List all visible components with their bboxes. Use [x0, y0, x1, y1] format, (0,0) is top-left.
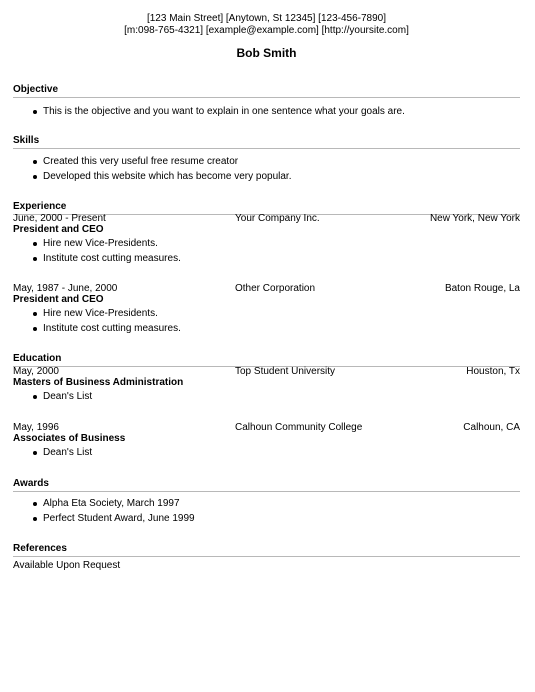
references-section [13, 543, 520, 572]
list-item: Developed this website which has become very popular. [13, 170, 520, 185]
objective-title: Objective [13, 84, 520, 98]
education-section [13, 353, 520, 367]
experience-entry [13, 213, 520, 266]
list-item: Created this very useful free resume creator [13, 155, 520, 170]
company-name: Other Corporation [235, 283, 316, 294]
job-role: President and CEO [13, 294, 104, 305]
list-item: Institute cost cutting measures. [13, 322, 520, 337]
experience-title: Experience [13, 201, 520, 215]
job-dates: June, 2000 - Present [13, 213, 106, 224]
candidate-name: Bob Smith [236, 46, 297, 60]
job-role: President and CEO [13, 224, 104, 235]
list-item: Perfect Student Award, June 1999 [13, 512, 520, 527]
school-name: Top Student University [235, 366, 336, 377]
list-item: Hire new Vice-Presidents. [13, 307, 520, 322]
list-item: Dean's List [13, 390, 520, 405]
contact-info [13, 13, 520, 37]
bullet-icon [33, 257, 37, 261]
graduation-date: May, 2000 [13, 366, 59, 377]
bullet-icon [33, 160, 37, 164]
company-name: Your Company Inc. [235, 213, 320, 224]
experience-entry [13, 283, 520, 336]
school-location: Calhoun, CA [463, 422, 520, 433]
education-entry [13, 366, 520, 405]
awards-section [13, 478, 520, 526]
education-entry [13, 422, 520, 461]
skills-title: Skills [13, 135, 520, 149]
job-location: Baton Rouge, La [444, 283, 520, 294]
bullet-icon [33, 395, 37, 399]
objective-section [13, 84, 520, 120]
contact-line-2: [m:098-765-4321] [example@example.com] [http://yoursite.com] [124, 25, 409, 36]
school-name: Calhoun Community College [235, 422, 363, 433]
bullet-icon [33, 327, 37, 331]
awards-title: Awards [13, 478, 520, 492]
job-location: New York, New York [429, 213, 520, 224]
bullet-icon [33, 175, 37, 179]
list-item: Institute cost cutting measures. [13, 252, 520, 267]
list-item: Alpha Eta Society, March 1997 [13, 497, 520, 512]
contact-line-1: [123 Main Street] [Anytown, St 12345] [123-456-7890] [146, 13, 387, 24]
degree-name: Associates of Business [13, 433, 126, 444]
education-title: Education [13, 353, 520, 367]
list-item: Dean's List [13, 446, 520, 461]
list-item: This is the objective and you want to explain in one sentence what your goals are. [13, 105, 520, 120]
school-location: Houston, Tx [466, 366, 520, 377]
graduation-date: May, 1996 [13, 422, 59, 433]
bullet-icon [33, 517, 37, 521]
references-title: References [13, 543, 520, 557]
bullet-icon [33, 312, 37, 316]
skills-section [13, 135, 520, 184]
bullet-icon [33, 242, 37, 246]
list-item: Hire new Vice-Presidents. [13, 237, 520, 252]
bullet-icon [33, 502, 37, 506]
job-dates: May, 1987 - June, 2000 [13, 283, 118, 294]
bullet-icon [33, 451, 37, 455]
references-text: Available Upon Request [13, 560, 121, 571]
bullet-icon [33, 110, 37, 114]
resume-page [13, 0, 520, 571]
degree-name: Masters of Business Administration [13, 377, 184, 388]
